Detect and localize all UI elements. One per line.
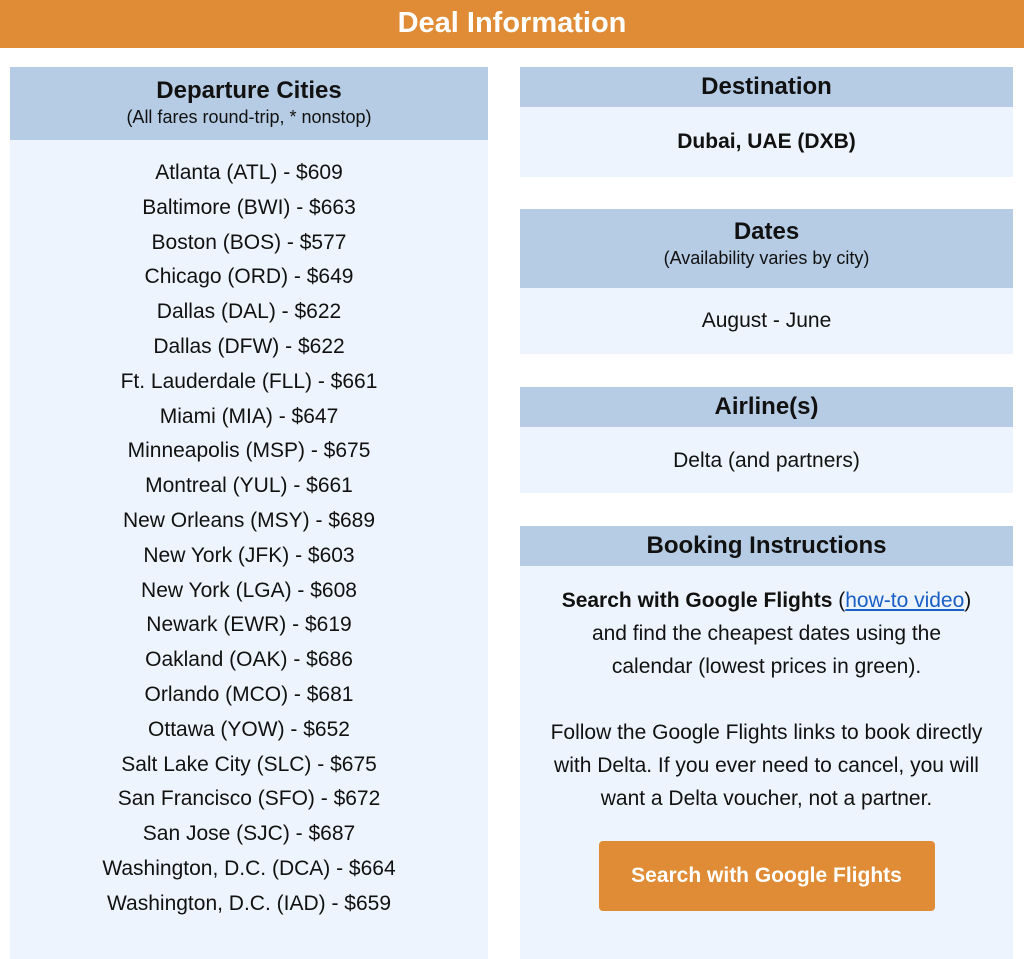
booking-rest: ) and find the cheapest dates using the calendar (lowest prices in green). xyxy=(591,589,972,678)
dates-title: Dates xyxy=(733,218,800,245)
city-item: Orlando (MCO) - $681 xyxy=(144,682,354,706)
city-item: Minneapolis (MSP) - $675 xyxy=(127,439,371,463)
airline-value: Delta (and partners) xyxy=(673,449,860,472)
airline-panel xyxy=(520,387,1013,493)
dates-header xyxy=(520,209,1013,288)
city-item: Miami (MIA) - $647 xyxy=(159,404,339,428)
city-item: Ottawa (YOW) - $652 xyxy=(148,717,350,741)
how-to-video-link[interactable]: how-to video xyxy=(845,589,965,612)
city-item: Baltimore (BWI) - $663 xyxy=(142,195,356,219)
city-item: New York (LGA) - $608 xyxy=(141,578,357,602)
booking-panel xyxy=(520,526,1013,959)
destination-title: Destination xyxy=(520,67,1013,107)
search-google-flights-button[interactable]: Search with Google Flights xyxy=(599,841,935,911)
city-item: Chicago (ORD) - $649 xyxy=(144,265,354,289)
airline-title: Airline(s) xyxy=(520,387,1013,427)
booking-bold: Search with Google Flights xyxy=(561,589,833,612)
city-item: Newark (EWR) - $619 xyxy=(146,613,352,637)
departure-cities-panel xyxy=(10,67,488,959)
city-item: Atlanta (ATL) - $609 xyxy=(155,161,343,184)
city-item: Boston (BOS) - $577 xyxy=(151,230,347,254)
departure-cities-subtitle: (All fares round-trip, * nonstop) xyxy=(126,107,372,127)
deal-information-title: Deal Information xyxy=(0,0,1024,48)
departure-cities-title: Departure Cities xyxy=(156,77,342,104)
city-item: Salt Lake City (SLC) - $675 xyxy=(121,752,377,776)
city-item: Washington, D.C. (IAD) - $659 xyxy=(107,891,391,915)
city-item: San Jose (SJC) - $687 xyxy=(142,822,356,846)
city-list xyxy=(10,140,488,922)
city-item: San Francisco (SFO) - $672 xyxy=(117,787,381,811)
destination-value: Dubai, UAE (DXB) xyxy=(677,130,856,153)
city-item: Washington, D.C. (DCA) - $664 xyxy=(102,856,396,880)
destination-panel xyxy=(520,67,1013,177)
city-item: Ft. Lauderdale (FLL) - $661 xyxy=(120,369,378,393)
departure-cities-header xyxy=(10,67,488,140)
city-item: Oakland (OAK) - $686 xyxy=(145,648,353,672)
city-item: Dallas (DAL) - $622 xyxy=(156,300,342,324)
city-item: New Orleans (MSY) - $689 xyxy=(122,508,376,532)
booking-instructions xyxy=(520,566,1013,683)
booking-title: Booking Instructions xyxy=(520,526,1013,566)
booking-note: Follow the Google Flights links to book directly with Delta. If you ever need to cancel, you will want a Delta voucher, not a partner. xyxy=(550,721,983,810)
city-item: New York (JFK) - $603 xyxy=(143,543,355,567)
paren-open: ( xyxy=(832,589,846,612)
dates-subtitle: (Availability varies by city) xyxy=(663,248,870,268)
dates-value: August - June xyxy=(701,309,832,332)
city-item: Dallas (DFW) - $622 xyxy=(153,334,345,358)
city-item: Montreal (YUL) - $661 xyxy=(145,474,353,498)
dates-panel xyxy=(520,209,1013,354)
